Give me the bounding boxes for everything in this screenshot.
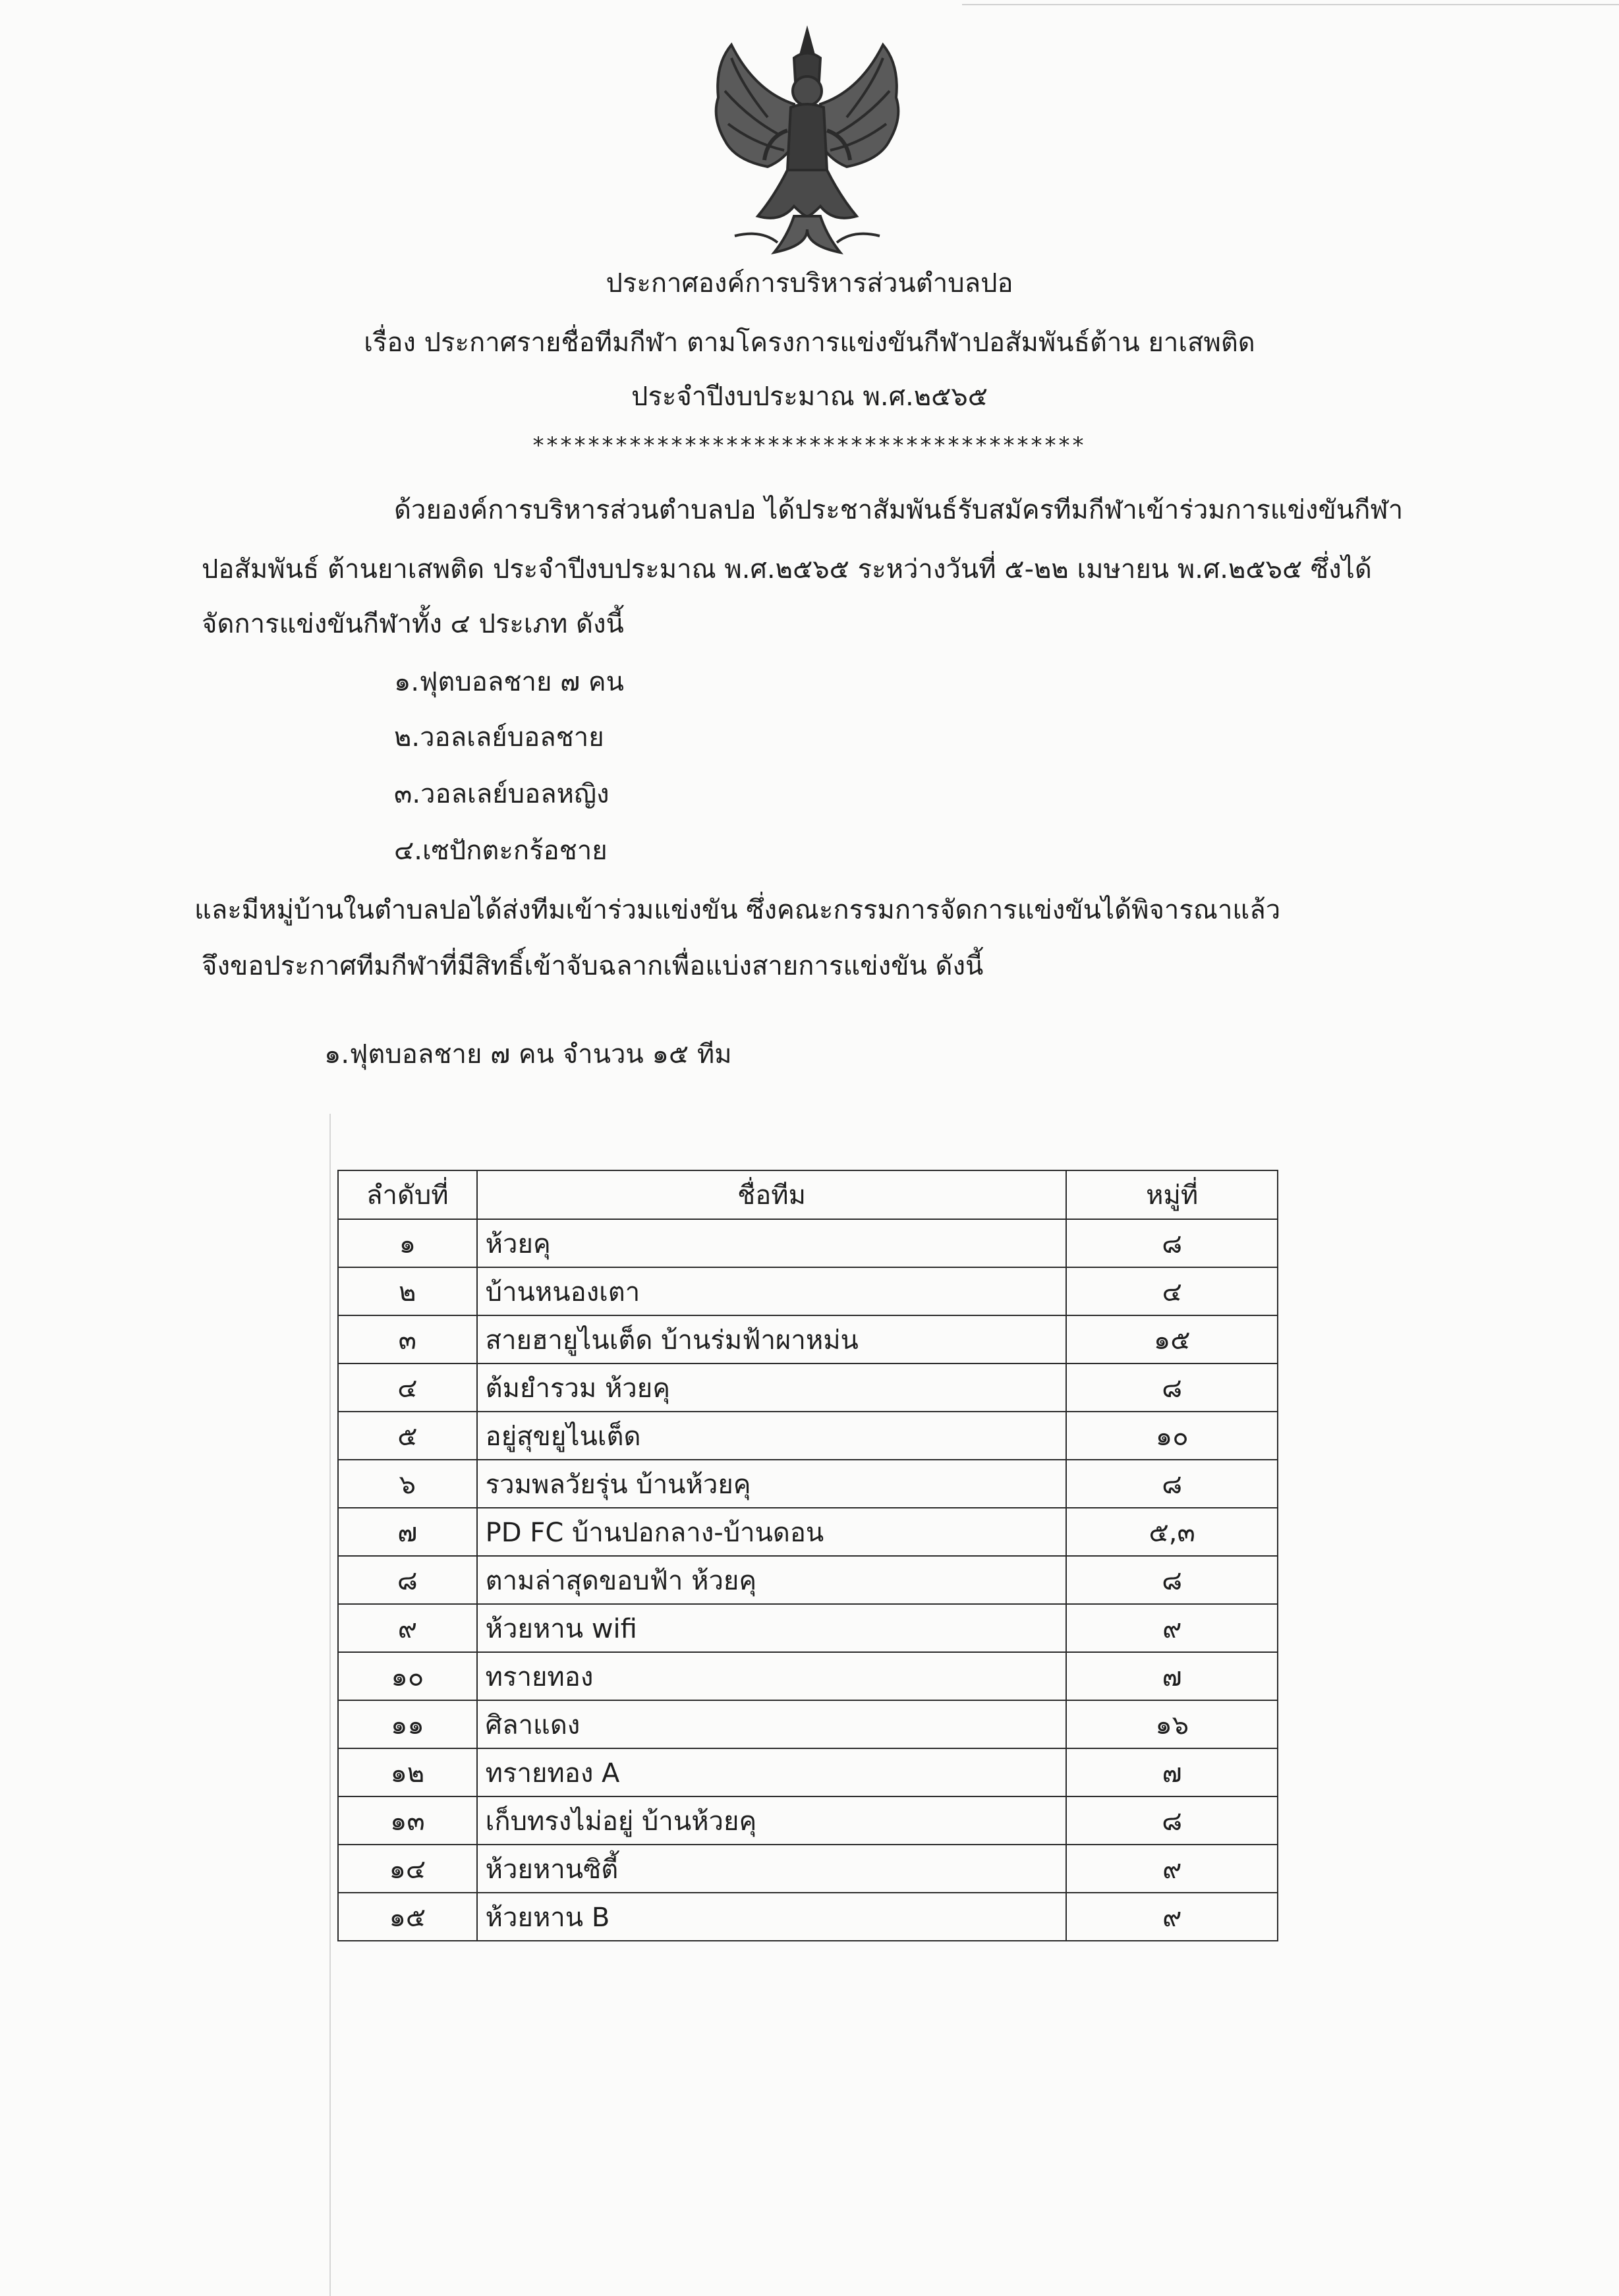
fiscal-year-line: ประจำปีงบประมาณ พ.ศ.๒๕๖๕ [631,382,988,412]
header-village-no: หมู่ที่ [1066,1170,1278,1219]
row-team-name: ตามล่าสุดขอบฟ้า ห้วยคุ [477,1556,1067,1604]
row-no: ๑๒ [338,1748,477,1796]
table-row [338,1219,1278,1267]
row-team-name: ต้มยำรวม ห้วยคุ [477,1363,1067,1412]
row-team-name: รวมพลวัยรุ่น บ้านห้วยคุ [477,1460,1067,1508]
header-team-name: ชื่อทีม [477,1170,1067,1219]
sport-item-1: ๑.ฟุตบอลชาย ๗ คน [394,667,624,697]
row-no: ๑๔ [338,1845,477,1893]
row-no: ๓ [338,1315,477,1363]
row-team-name: ห้วยหาน B [477,1893,1067,1941]
row-village: ๔ [1066,1267,1278,1315]
row-village: ๙ [1066,1845,1278,1893]
paragraph2-line2: จึงขอประกาศทีมกีฬาที่มีสิทธิ์เข้าจับฉลากเพื่อแบ่งสายการแข่งขัน ดังนี้ [202,951,984,981]
paragraph2-line1: และมีหมู่บ้านในตำบลปอได้ส่งทีมเข้าร่วมแข่งขัน ซึ่งคณะกรรมการจัดการแข่งขันได้พิจารณาแล้ว [194,895,1281,925]
teams-table [337,1170,1278,1941]
row-team-name: อยู่สุขยูไนเต็ด [477,1412,1067,1460]
row-no: ๑๑ [338,1700,477,1748]
row-no: ๑ [338,1219,477,1267]
row-no: ๒ [338,1267,477,1315]
section-title-football: ๑.ฟุตบอลชาย ๗ คน จำนวน ๑๕ ทีม [324,1039,732,1070]
row-village: ๘ [1066,1460,1278,1508]
row-village: ๗ [1066,1748,1278,1796]
row-no: ๑๐ [338,1652,477,1700]
row-no: ๖ [338,1460,477,1508]
row-team-name: ทรายทอง A [477,1748,1067,1796]
row-no: ๕ [338,1412,477,1460]
row-no: ๘ [338,1556,477,1604]
row-team-name: ห้วยหานซิตี้ [477,1845,1067,1893]
row-team-name: ทรายทอง [477,1652,1067,1700]
table-row [338,1412,1278,1460]
table-row [338,1893,1278,1941]
table-row [338,1315,1278,1363]
row-no: ๔ [338,1363,477,1412]
table-row [338,1652,1278,1700]
row-team-name: เก็บทรงไม่อยู่ บ้านห้วยคุ [477,1796,1067,1845]
row-village: ๙ [1066,1604,1278,1652]
row-team-name: ห้วยคุ [477,1219,1067,1267]
table-row [338,1363,1278,1412]
sport-item-3: ๓.วอลเลย์บอลหญิง [394,779,610,809]
table-row [338,1267,1278,1315]
table-row [338,1796,1278,1845]
paragraph1-line2: ปอสัมพันธ์ ต้านยาเสพติด ประจำปีงบประมาณ พ.ศ.๒๕๖๕ ระหว่างวันที่ ๕-๒๒ เมษายน พ.ศ.๒๕๖๕ ซึ่งได้ [202,554,1372,585]
row-team-name: PD FC บ้านปอกลาง-บ้านดอน [477,1508,1067,1556]
row-no: ๗ [338,1508,477,1556]
table-row [338,1460,1278,1508]
row-team-name: บ้านหนองเตา [477,1267,1067,1315]
table-header-row [338,1170,1278,1219]
row-village: ๑๖ [1066,1700,1278,1748]
table-row [338,1748,1278,1796]
scan-edge-top [962,4,1619,5]
row-no: ๑๓ [338,1796,477,1845]
row-village: ๘ [1066,1556,1278,1604]
header-order-no: ลำดับที่ [338,1170,477,1219]
row-village: ๙ [1066,1893,1278,1941]
paragraph1-line1: ด้วยองค์การบริหารส่วนตำบลปอ ได้ประชาสัมพันธ์รับสมัครทีมกีฬาเข้าร่วมการแข่งขันกีฬา [394,495,1404,525]
separator-stars: **************************************** [532,432,1087,459]
row-no: ๙ [338,1604,477,1652]
row-village: ๕,๓ [1066,1508,1278,1556]
row-village: ๘ [1066,1796,1278,1845]
table-row [338,1508,1278,1556]
table-row [338,1845,1278,1893]
paragraph1-line3: จัดการแข่งขันกีฬาทั้ง ๔ ประเภท ดังนี้ [202,609,624,639]
row-team-name: ห้วยหาน wifi [477,1604,1067,1652]
sport-item-2: ๒.วอลเลย์บอลชาย [394,722,604,753]
org-announcement-title: ประกาศองค์การบริหารส่วนตำบลปอ [606,268,1013,299]
scan-edge-left [329,1114,331,2296]
row-village: ๑๕ [1066,1315,1278,1363]
row-village: ๗ [1066,1652,1278,1700]
table-row [338,1556,1278,1604]
table-row [338,1604,1278,1652]
sport-item-4: ๔.เซปักตะกร้อชาย [394,836,608,866]
row-village: ๑๐ [1066,1412,1278,1460]
row-village: ๘ [1066,1219,1278,1267]
row-team-name: สายฮายูไนเต็ด บ้านร่มฟ้าผาหม่น [477,1315,1067,1363]
row-no: ๑๕ [338,1893,477,1941]
garuda-emblem-icon [695,18,919,266]
row-village: ๘ [1066,1363,1278,1412]
row-team-name: ศิลาแดง [477,1700,1067,1748]
table-row [338,1700,1278,1748]
subject-line: เรื่อง ประกาศรายชื่อทีมกีฬา ตามโครงการแข่งขันกีฬาปอสัมพันธ์ต้าน ยาเสพติด [364,328,1255,358]
